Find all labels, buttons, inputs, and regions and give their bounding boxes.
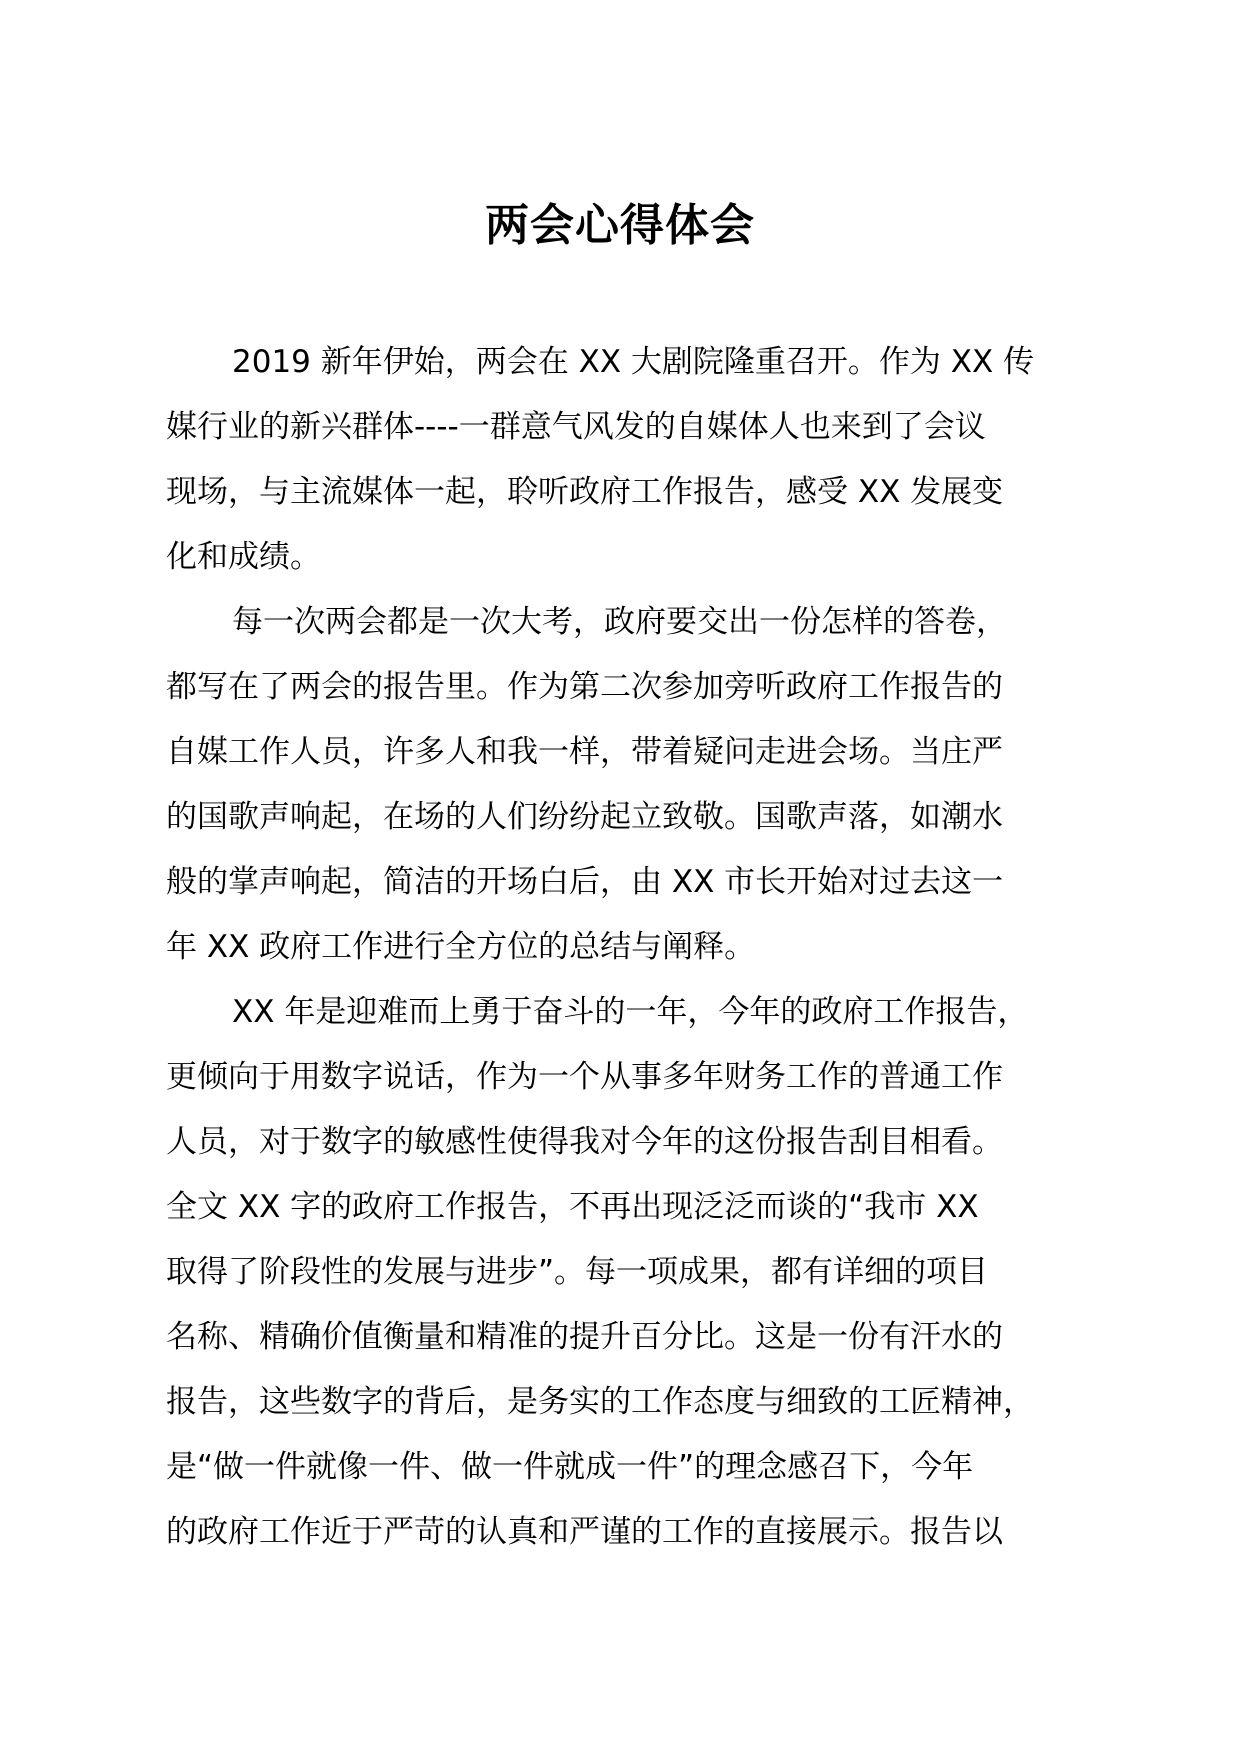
paragraph-2-line-3: 自媒工作人员，许多人和我一样，带着疑问走进会场。当庄严 [166,734,1003,770]
paragraph-1-line-2: 媒行业的新兴群体----一群意气风发的自媒体人也来到了会议 [166,409,986,445]
paragraph-2-line-5: 般的掌声响起，简洁的开场白后，由 XX 市长开始对过去这一 [166,864,1004,900]
paragraph-1-line-4: 化和成绩。 [166,539,321,575]
paragraph-3-line-3: 人员，对于数字的敏感性使得我对今年的这份报告刮目相看。 [166,1124,1003,1160]
paragraph-3-line-5: 取得了阶段性的发展与进步”。每一项成果，都有详细的项目 [166,1254,989,1290]
paragraph-3-line-9: 的政府工作近于严苛的认真和严谨的工作的直接展示。报告以 [166,1514,1003,1550]
paragraph-2-line-2: 都写在了两会的报告里。作为第二次参加旁听政府工作报告的 [166,669,1003,705]
paragraph-3-line-4: 全文 XX 字的政府工作报告，不再出现泛泛而谈的“我市 XX [166,1189,979,1225]
paragraph-2-line-1: 每一次两会都是一次大考，政府要交出一份怎样的答卷， [232,604,1007,640]
paragraph-3-line-2: 更倾向于用数字说话，作为一个从事多年财务工作的普通工作 [166,1059,1003,1095]
paragraph-2-line-6: 年 XX 政府工作进行全方位的总结与阐释。 [166,929,756,965]
document-body [166,330,1086,1565]
paragraph-3-line-7: 报告，这些数字的背后，是务实的工作态度与细致的工匠精神， [166,1384,1034,1420]
paragraph-1-line-3: 现场，与主流媒体一起，聆听政府工作报告，感受 XX 发展变 [166,474,1004,510]
paragraph-1-line-1: 2019 新年伊始，两会在 XX 大剧院隆重召开。作为 XX 传 [232,344,1035,380]
paragraph-3-line-8: 是“做一件就像一件、做一件就成一件”的理念感召下，今年 [166,1449,974,1485]
paragraph-2-line-4: 的国歌声响起，在场的人们纷纷起立致敬。国歌声落，如潮水 [166,799,1003,835]
paragraph-3-line-1: XX 年是迎难而上勇于奋斗的一年，今年的政府工作报告， [232,994,1029,1030]
document-title: 两会心得体会 [485,200,755,251]
paragraph-3-line-6: 名称、精确价值衡量和精准的提升百分比。这是一份有汗水的 [166,1319,1003,1355]
